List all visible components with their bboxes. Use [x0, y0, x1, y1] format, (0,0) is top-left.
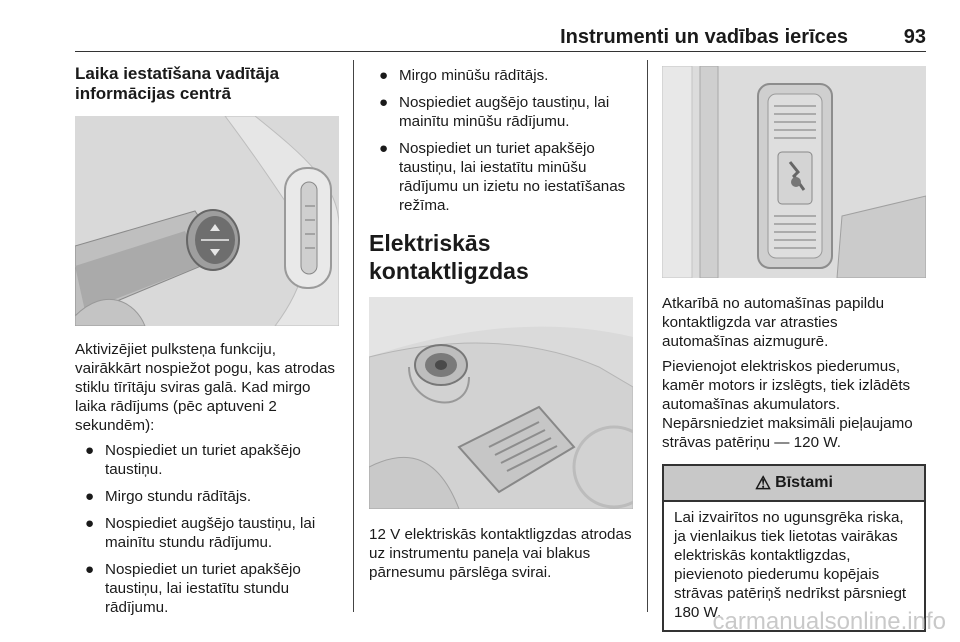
- danger-title: Bīstami: [775, 474, 833, 491]
- danger-box: [662, 464, 926, 632]
- list-item: ● Mirgo stundu rādītājs.: [85, 488, 252, 505]
- bullet-icon: ●: [379, 67, 389, 84]
- column-divider: [353, 60, 354, 612]
- power-socket-drawing: [369, 297, 633, 509]
- minute-steps-list: [369, 66, 633, 215]
- column-right: [662, 62, 926, 632]
- socket-caption: 12 V elektriskās kontaktligzdas atrodas uz instrumentu paneļa vai blakus pārnesumu pārslēga svirai.: [369, 526, 632, 581]
- list-item: ● Nospiediet augšējo taustiņu, lai mainītu stundu rādījumu.: [85, 515, 316, 551]
- rear-socket-text: Atkarībā no automašīnas papildu kontaktligzda var atrasties automašīnas aizmugurē.: [662, 295, 885, 350]
- page-number: 93: [903, 26, 926, 48]
- rear-socket-illustration: [662, 66, 926, 278]
- bullet-icon: ●: [85, 488, 95, 505]
- power-socket-illustration: [369, 297, 633, 509]
- column-middle: [369, 62, 633, 582]
- bullet-icon: ●: [379, 94, 389, 111]
- max-power-text: Nepārsniedziet maksimāli pieļaujamo strāvas patēriņu — 120 W.: [662, 415, 913, 451]
- clock-steps-list: [75, 441, 339, 617]
- column-divider: [647, 60, 648, 612]
- wiper-lever-drawing: [75, 116, 339, 326]
- list-item: ● Nospiediet un turiet apakšējo taustiņu.: [85, 442, 301, 478]
- warning-icon: ⚠: [755, 472, 772, 493]
- list-item: ● Mirgo minūšu rādītājs.: [379, 67, 549, 84]
- bullet-icon: ●: [85, 442, 95, 459]
- watermark: carmanualsonline.info: [712, 608, 946, 635]
- clock-intro-text: Aktivizējiet pulksteņa funkciju, vairākkārt nospiežot pogu, kas atrodas stiklu tīrītāju sviras galā. Kad mirgo laika rādījums (pēc aptuveni 2 sekundēm):: [75, 341, 336, 434]
- bullet-icon: ●: [379, 140, 389, 157]
- list-item: ● Nospiediet un turiet apakšējo taustiņu, lai iestatītu minūšu rādījumu un izietu no iestatīšanas režīma.: [379, 140, 626, 214]
- header-title: Instrumenti un vadības ierīces: [560, 26, 848, 48]
- danger-text: Lai izvairītos no ugunsgrēka riska, ja vienlaikus tiek lietotas vairākas elektriskās kontaktligzdas, pievienoto piederumu kopējais strāvas patēriņš nedrīkst pārsniegt 180 W.: [674, 509, 907, 621]
- section-title-sockets: Elektriskās kontaktligzdas: [369, 230, 529, 284]
- bullet-icon: ●: [85, 561, 95, 578]
- page-header: [75, 22, 926, 52]
- danger-header: [664, 466, 924, 502]
- section-heading-clock: Laika iestatīšana vadītāja informācijas centrā: [75, 64, 280, 103]
- list-item: ● Nospiediet augšējo taustiņu, lai mainītu minūšu rādījumu.: [379, 94, 610, 130]
- list-item: ● Nospiediet un turiet apakšējo taustiņu, lai iestatītu stundu rādījumu.: [85, 561, 301, 616]
- wiper-lever-illustration: [75, 116, 339, 326]
- rear-socket-drawing: [662, 66, 926, 278]
- battery-warning-text: Pievienojot elektriskos piederumus, kamēr motors ir izslēgts, tiek izlādēts automašīnas akumulators.: [662, 358, 911, 413]
- column-left: [75, 62, 339, 625]
- bullet-icon: ●: [85, 515, 95, 532]
